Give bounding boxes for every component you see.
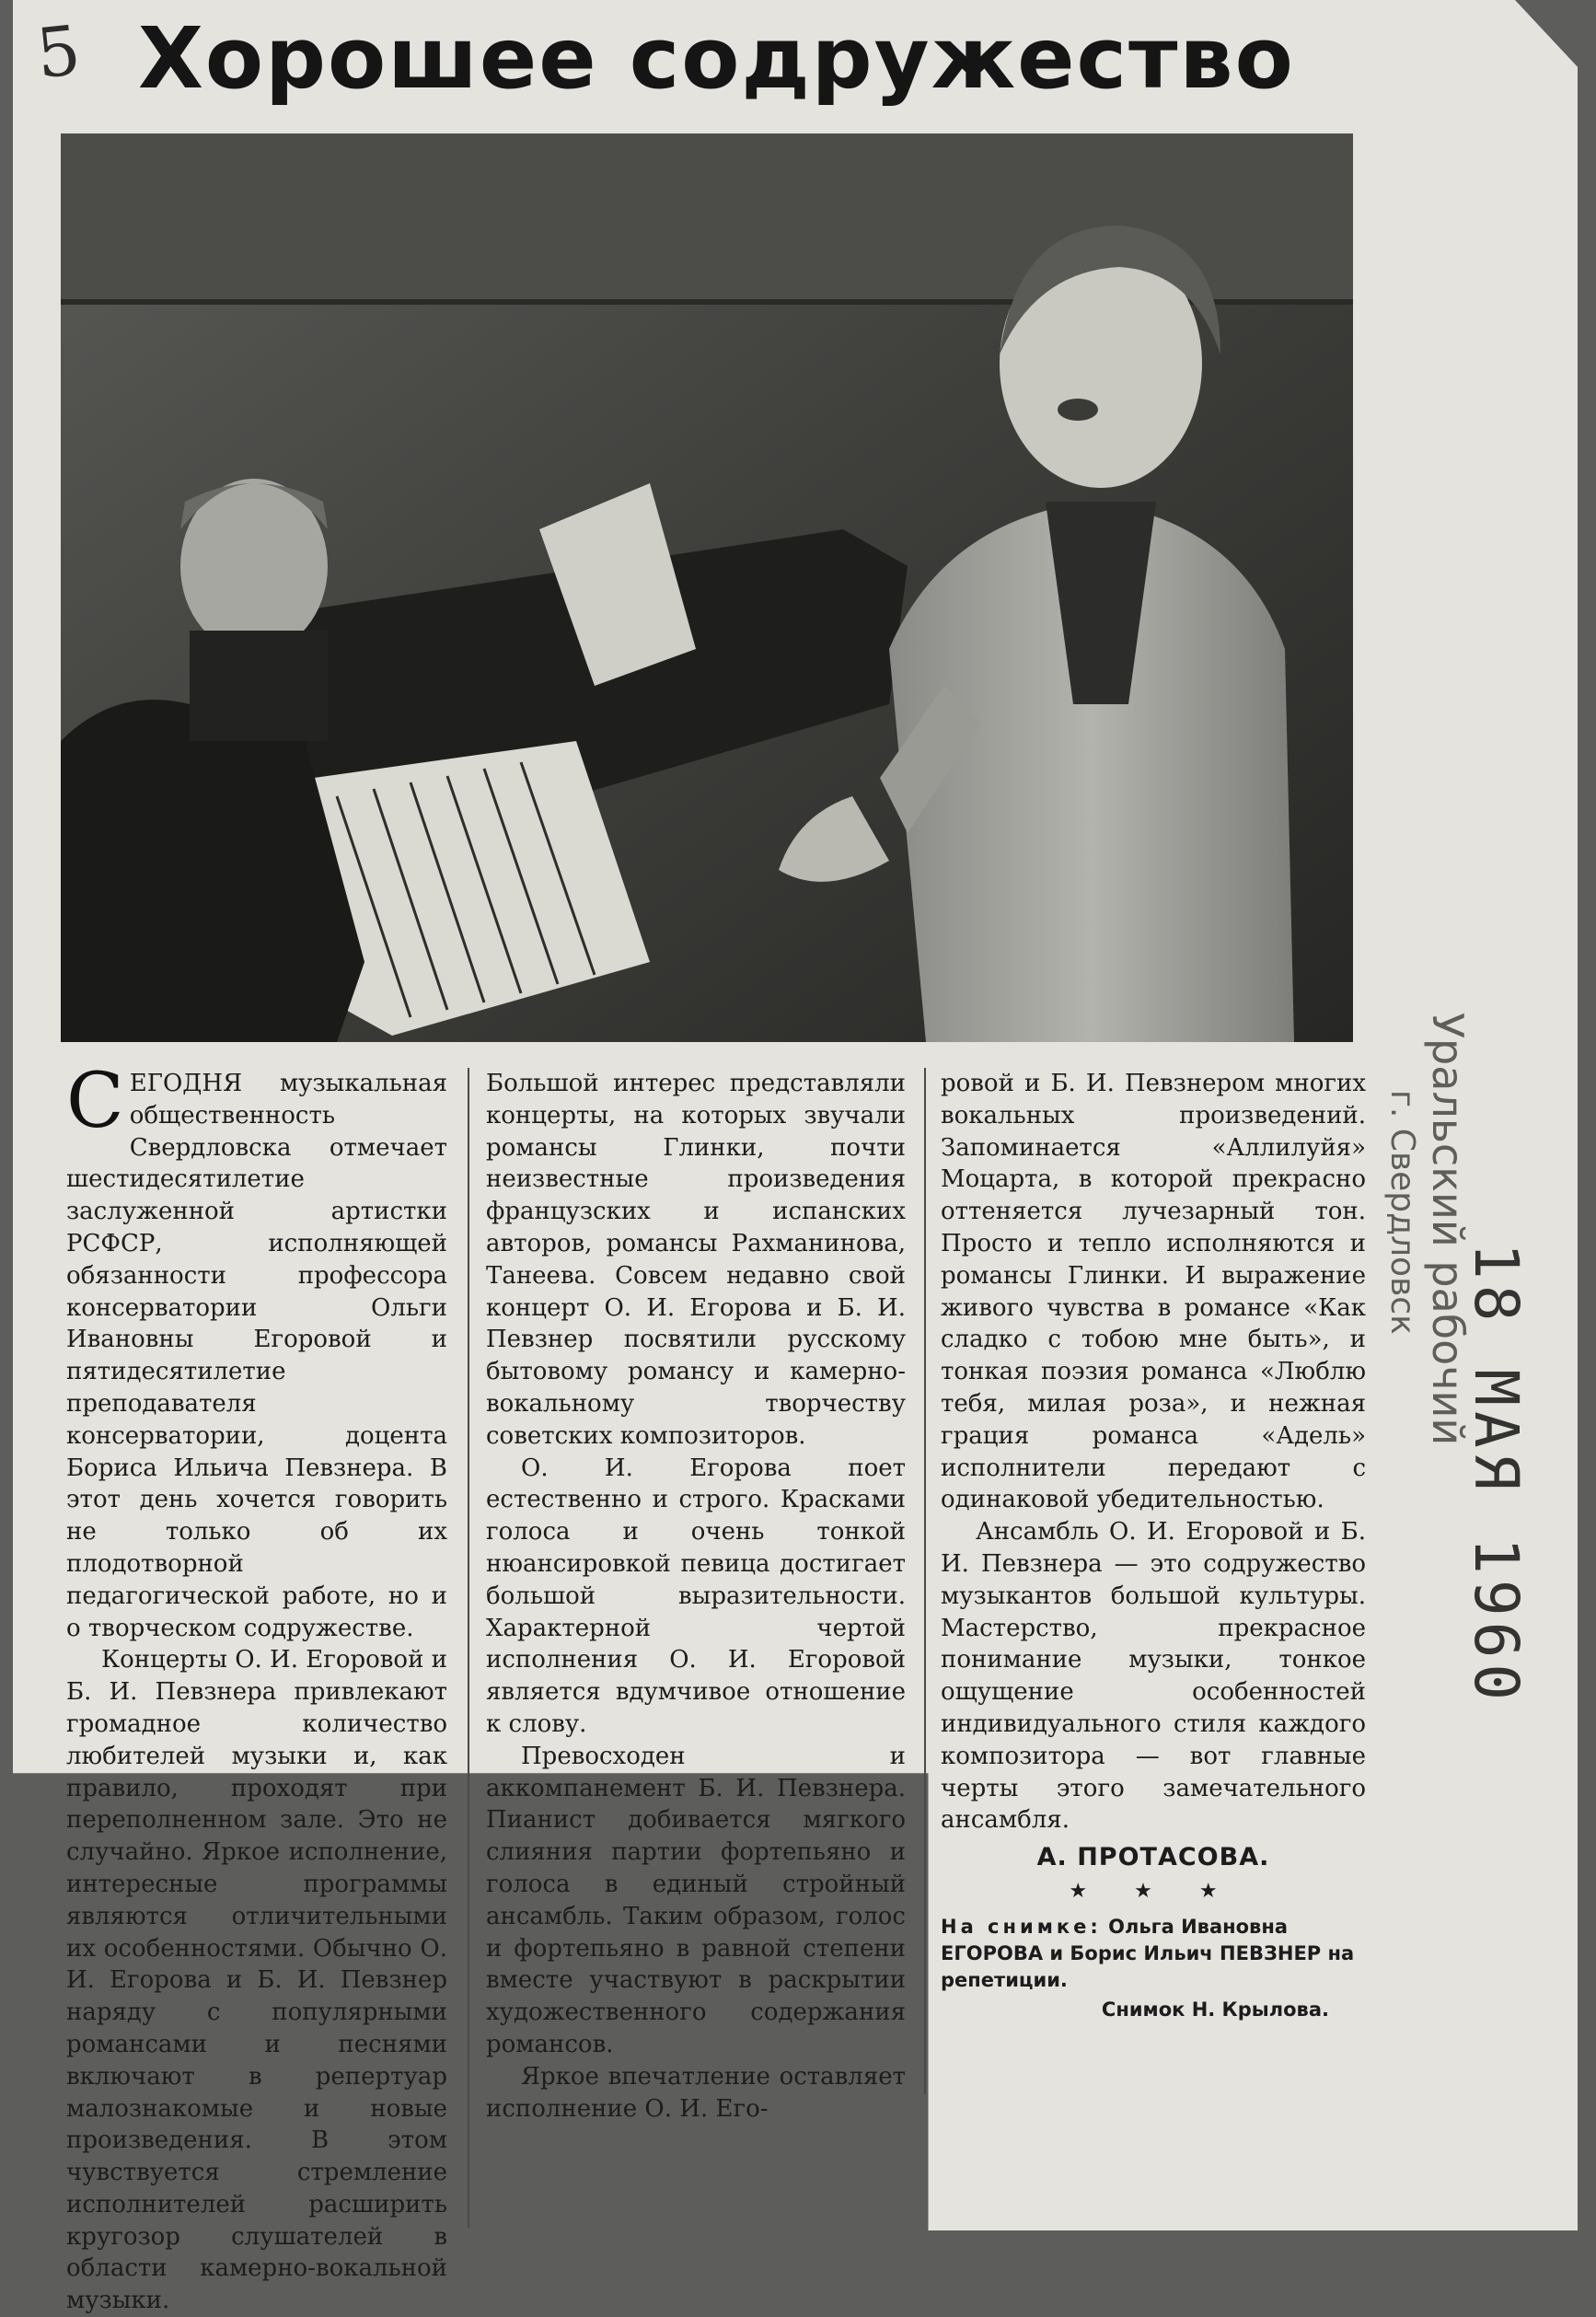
article-paragraph: Большой интерес представляли концерты, на которых звучали романсы Глинки, почти неизвестные произведения французских и испанских авторов, романсы Рахманинова, Танеева. Совсем недавно свой концерт О. И. Егорова и Б. И. Певзнер посвятили русскому бытовому романсу и камерно-вокальному творчеству советских композиторов. — [486, 1070, 906, 1450]
photo-pianist-and-singer-image — [61, 133, 1353, 1042]
caption-text: Ольга Ивановна ЕГОРОВА и Борис Ильич ПЕВЗНЕР на репетиции. — [941, 1915, 1355, 1991]
article-paragraph: Превосходен и аккомпанемент Б. И. Певзнера. Пианист добивается мягкого слияния партии фортепьяно и голоса в единый стройный ансамбль. Таким образом, голос и фортепьяно в равной степени вместе участвуют в раскрытии художественного содержания романсов. — [486, 1742, 906, 2058]
article-paragraph: Яркое впечатление оставляет исполнение О. И. Его- — [486, 2062, 906, 2123]
article-column-3 — [941, 1068, 1366, 2026]
separator-stars: ★ ★ ★ — [1069, 1879, 1238, 1903]
column-divider-1 — [468, 1068, 469, 2228]
author-signature: А. ПРОТАСОВА. — [1036, 1843, 1270, 1872]
article-paragraph: Ансамбль О. И. Егоровой и Б. И. Певзнера — это содружество музыкантов большой культуры. Мастерство, прекрасное понимание музыки, тонкое ощущение особенностей индивидуального стиля каждого композитора — вот главные черты этого замечательного ансамбля. — [941, 1518, 1366, 1835]
article-photo — [61, 133, 1353, 1042]
stamp-city: г. Свердловск — [1383, 1090, 1421, 1335]
article-column-1 — [66, 1058, 448, 2317]
column-divider-2 — [924, 1068, 926, 2094]
caption-label: На снимке: — [941, 1915, 1102, 1938]
date-stamp: 18 МАЯ 1960 — [1461, 1243, 1532, 1707]
handwritten-page-mark: 5 — [32, 10, 85, 95]
drop-cap: С — [66, 1058, 124, 1145]
article-paragraph: Концерты О. И. Егоровой и Б. И. Певзнера привлекают громадное количество любителей музыки и, как правило, проходят при переполненном зале. Это не случайно. Яркое исполнение, интересные программы являются отличительными их особенностями. Обычно О. И. Егорова и Б. И. Певзнер наряду с популярными романсами и песнями включают в репертуар малознакомые и новые произведения. В этом чувствуется стремление исполнителей расширить кругозор слушателей в области камерно-вокальной музыки. — [66, 1646, 448, 2315]
article-paragraph: О. И. Егорова поет естественно и строго. Красками голоса и очень тонкой нюансировкой певица достигает большой выразительности. Характерной чертой исполнения О. И. Егоровой является вдумчивое отношение к слову. — [486, 1454, 906, 1738]
photo-caption — [941, 1914, 1366, 1994]
headline: Хорошее содружество — [138, 9, 1295, 108]
article-paragraph: СЕГОДНЯ музыкальная общественность Свердловска отмечает шестидесятилетие заслуженной артистки РСФСР, исполняющей обязанности профессора консерватории Ольги Ивановны Егоровой и пятидесятилетие преподавателя консерватории, доцента Бориса Ильича Певзнера. В этот день хочется говорить не только об их плодотворной педагогической работе, но и о творческом содружестве. — [66, 1058, 447, 1642]
source-stamp — [1381, 1013, 1473, 1445]
article-paragraph: ровой и Б. И. Певзнером многих вокальных произведений. Запоминается «Аллилуйя» Моцарта, в которой прекрасно оттеняется лучезарный тон. Просто и тепло исполняются и романсы Глинки. И выражение живого чувства в романсе «Как сладко с тобою мне быть», и тонкая поэзия романса «Люблю тебя, милая роза», и нежная грация романса «Адель» исполнители передают с одинаковой убедительностью. — [941, 1070, 1366, 1514]
stamp-newspaper-name: Уральский рабочий — [1423, 1013, 1473, 1446]
article-column-2 — [486, 1068, 906, 2125]
photo-credit: Снимок Н. Крылова. — [1101, 1998, 1329, 2021]
